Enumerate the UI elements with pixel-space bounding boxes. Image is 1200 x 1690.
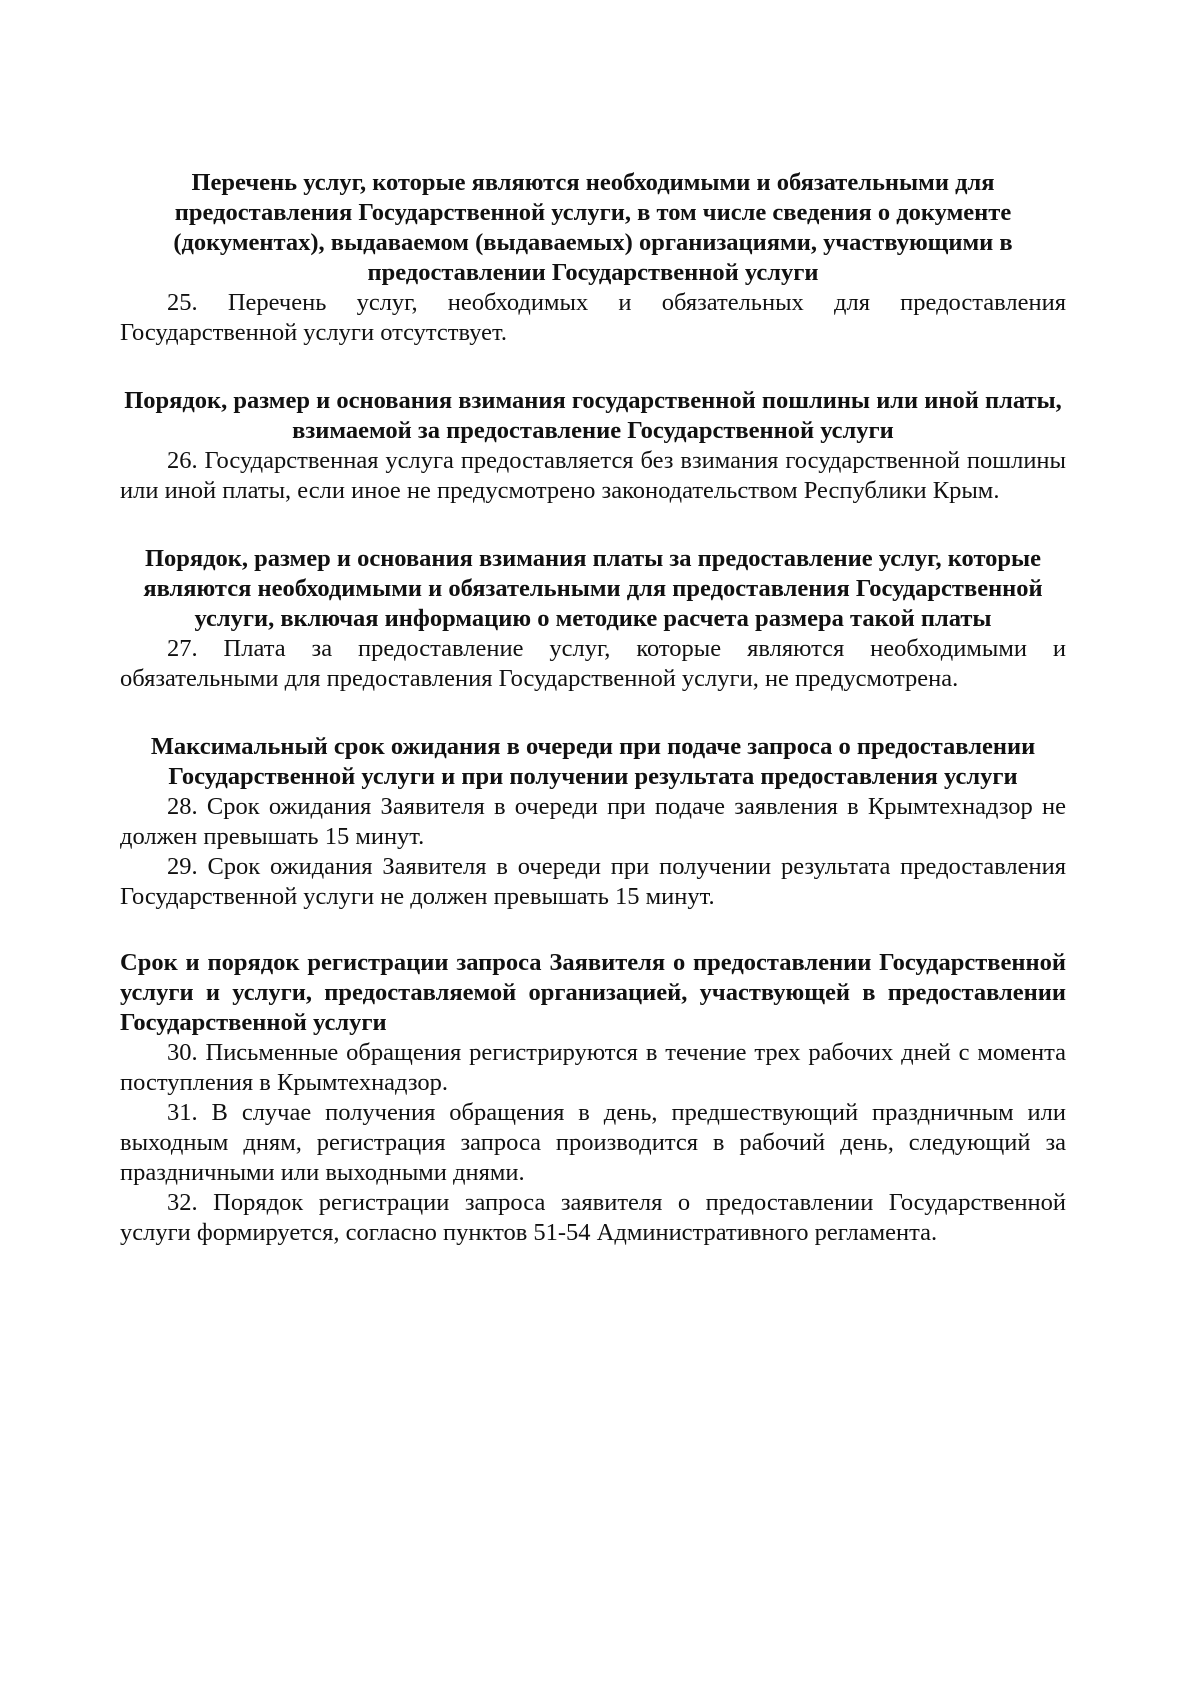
section-heading: Перечень услуг, которые являются необходимыми и обязательными для предоставления Государственной услуги, в том числе сведения о документе (документах), выдаваемом (выдаваемых) организациями, участвующими в предоставлении Государственной услуги [173,169,1013,286]
section-spacer [120,506,1066,544]
section-heading: Срок и порядок регистрации запроса Заявителя о предоставлении Государственной услуги и услуги, предоставляемой организацией, участвующей в предоставлении Государственной услуги [120,949,1066,1036]
paragraph-25: 25. Перечень услуг, необходимых и обязательных для предоставления Государственной услуги отсутствует. [120,289,1066,346]
section-heading: Порядок, размер и основания взимания платы за предоставление услуг, которые являются необходимыми и обязательными для предоставления Государственной услуги, включая информацию о методике расчета размера такой платы [143,545,1043,632]
section-spacer [120,694,1066,732]
paragraph-28: 28. Срок ожидания Заявителя в очереди при подаче заявления в Крымтехнадзор не должен превышать 15 минут. [120,793,1066,850]
section-registration [120,948,1066,1248]
section-spacer [120,348,1066,386]
section-spacer [120,912,1066,948]
document-page [120,168,1066,1248]
section-queue-time [120,732,1066,912]
section-state-fee [120,386,1066,506]
paragraph-27: 27. Плата за предоставление услуг, которые являются необходимыми и обязательными для предоставления Государственной услуги, не предусмотрена. [120,635,1066,692]
paragraph-30: 30. Письменные обращения регистрируются в течение трех рабочих дней с момента поступления в Крымтехнадзор. [120,1039,1066,1096]
section-service-fee [120,544,1066,694]
paragraph-31: 31. В случае получения обращения в день, предшествующий праздничным или выходным дням, регистрация запроса производится в рабочий день, следующий за праздничными или выходными днями. [120,1099,1066,1186]
section-heading: Порядок, размер и основания взимания государственной пошлины или иной платы, взимаемой за предоставление Государственной услуги [124,387,1062,444]
section-heading: Максимальный срок ожидания в очереди при подаче запроса о предоставлении Государственной услуги и при получении результата предоставления услуги [150,733,1036,790]
paragraph-26: 26. Государственная услуга предоставляется без взимания государственной пошлины или иной платы, если иное не предусмотрено законодательством Республики Крым. [120,447,1066,504]
paragraph-32: 32. Порядок регистрации запроса заявителя о предоставлении Государственной услуги формируется, согласно пунктов 51-54 Административного регламента. [120,1189,1066,1246]
section-required-services [120,168,1066,348]
paragraph-29: 29. Срок ожидания Заявителя в очереди при получении результата предоставления Государственной услуги не должен превышать 15 минут. [120,853,1066,910]
